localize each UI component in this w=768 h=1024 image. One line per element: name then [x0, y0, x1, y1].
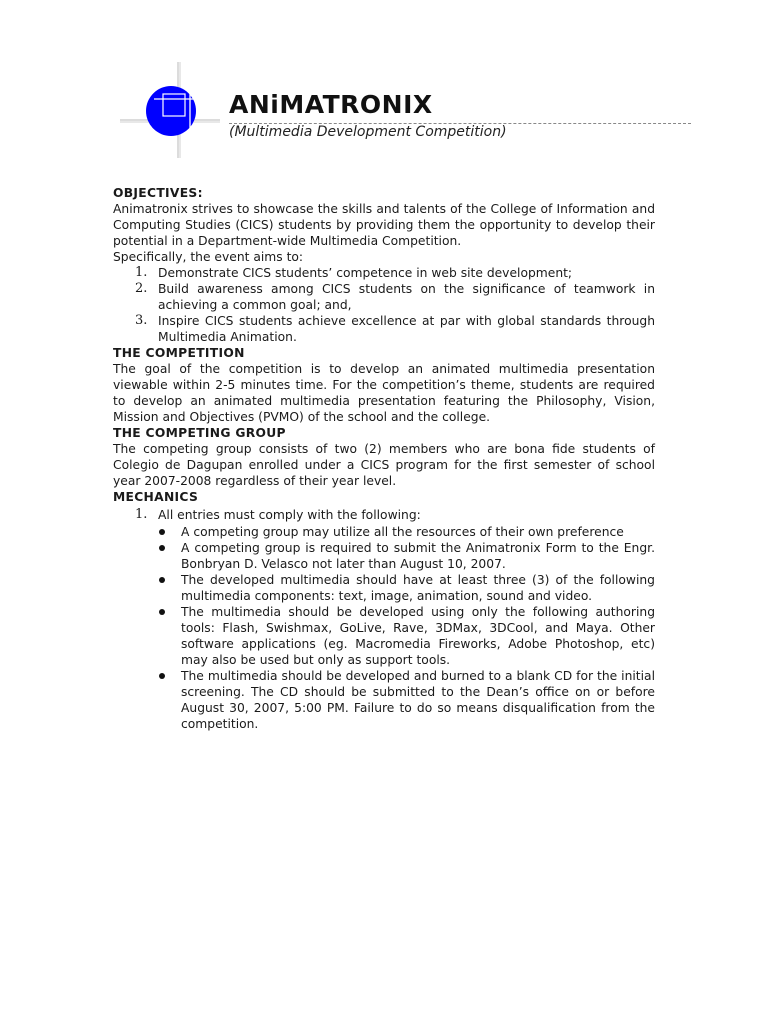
list-number: 3.: [135, 313, 148, 328]
bullet-text: A competing group may utilize all the resources of their own preference: [181, 525, 624, 539]
bullet-icon: [159, 529, 165, 535]
objectives-specifically: Specifically, the event aims to:: [113, 250, 304, 264]
mechanics-heading: MECHANICS: [113, 490, 199, 504]
bullet-item: [181, 540, 655, 572]
bullet-text: The multimedia should be developed using only the following authoring tools: Flash, Swishmax, GoLive, Rave, 3DMax, 3DCool, and Maya. Other software applications (eg. Macromedia Fireworks, Adobe Photoshop, etc) may also be used but only as support tools.: [181, 605, 655, 667]
competing-group-heading: THE COMPETING GROUP: [113, 426, 286, 440]
competition-text: The goal of the competition is to develop an animated multimedia presentation viewable within 2-5 minutes time. For the competition’s theme, students are required to develop an animated multimedia presentation featuring the Philosophy, Vision, Mission and Objectives (PVMO) of the school and the college.: [113, 362, 655, 424]
list-item: [113, 265, 655, 281]
bullet-item: [181, 604, 655, 668]
bullet-icon: [159, 609, 165, 615]
list-item: [113, 281, 655, 313]
objectives-list: [113, 265, 655, 345]
list-item-text: Inspire CICS students achieve excellence at par with global standards through Multimedia Animation.: [158, 314, 655, 344]
document-subtitle: (Multimedia Development Competition): [229, 124, 507, 140]
list-number: 1.: [135, 265, 148, 280]
list-item-text: All entries must comply with the following:: [158, 508, 421, 522]
bullet-item: [181, 524, 655, 540]
list-item: [113, 313, 655, 345]
document-body: [113, 185, 655, 732]
list-number: 1.: [135, 507, 148, 522]
list-item: [113, 507, 655, 523]
bullet-text: The multimedia should be developed and burned to a blank CD for the initial screening. The CD should be submitted to the Dean’s office on or before August 30, 2007, 5:00 PM. Failure to do so means disqualification from the competition.: [181, 669, 655, 731]
bullet-item: [181, 668, 655, 732]
document-title: ANiMATRONIX: [229, 90, 433, 119]
list-item-text: Build awareness among CICS students on the significance of teamwork in achieving a common goal; and,: [158, 282, 655, 312]
mechanics-bullets: [113, 524, 655, 732]
bullet-icon: [159, 577, 165, 583]
bullet-icon: [159, 545, 165, 551]
competing-group-text: The competing group consists of two (2) members who are bona fide students of Colegio de Dagupan enrolled under a CICS program for the first semester of school year 2007-2008 regardless of their year level.: [113, 442, 655, 488]
competition-heading: THE COMPETITION: [113, 346, 245, 360]
objectives-heading: OBJECTIVES:: [113, 186, 203, 200]
list-number: 2.: [135, 281, 148, 296]
mechanics-list: [113, 507, 655, 523]
bullet-item: [181, 572, 655, 604]
objectives-intro: Animatronix strives to showcase the skills and talents of the College of Information and Computing Studies (CICS) students by providing them the opportunity to develop their potential in a Department-wide Multimedia Competition.: [113, 202, 655, 248]
crosshair-circle-logo: [120, 62, 230, 158]
bullet-text: The developed multimedia should have at least three (3) of the following multimedia components: text, image, animation, sound and video.: [181, 573, 655, 603]
bullet-icon: [159, 673, 165, 679]
list-item-text: Demonstrate CICS students’ competence in web site development;: [158, 266, 573, 280]
bullet-text: A competing group is required to submit the Animatronix Form to the Engr. Bonbryan D. Velasco not later than August 10, 2007.: [181, 541, 655, 571]
